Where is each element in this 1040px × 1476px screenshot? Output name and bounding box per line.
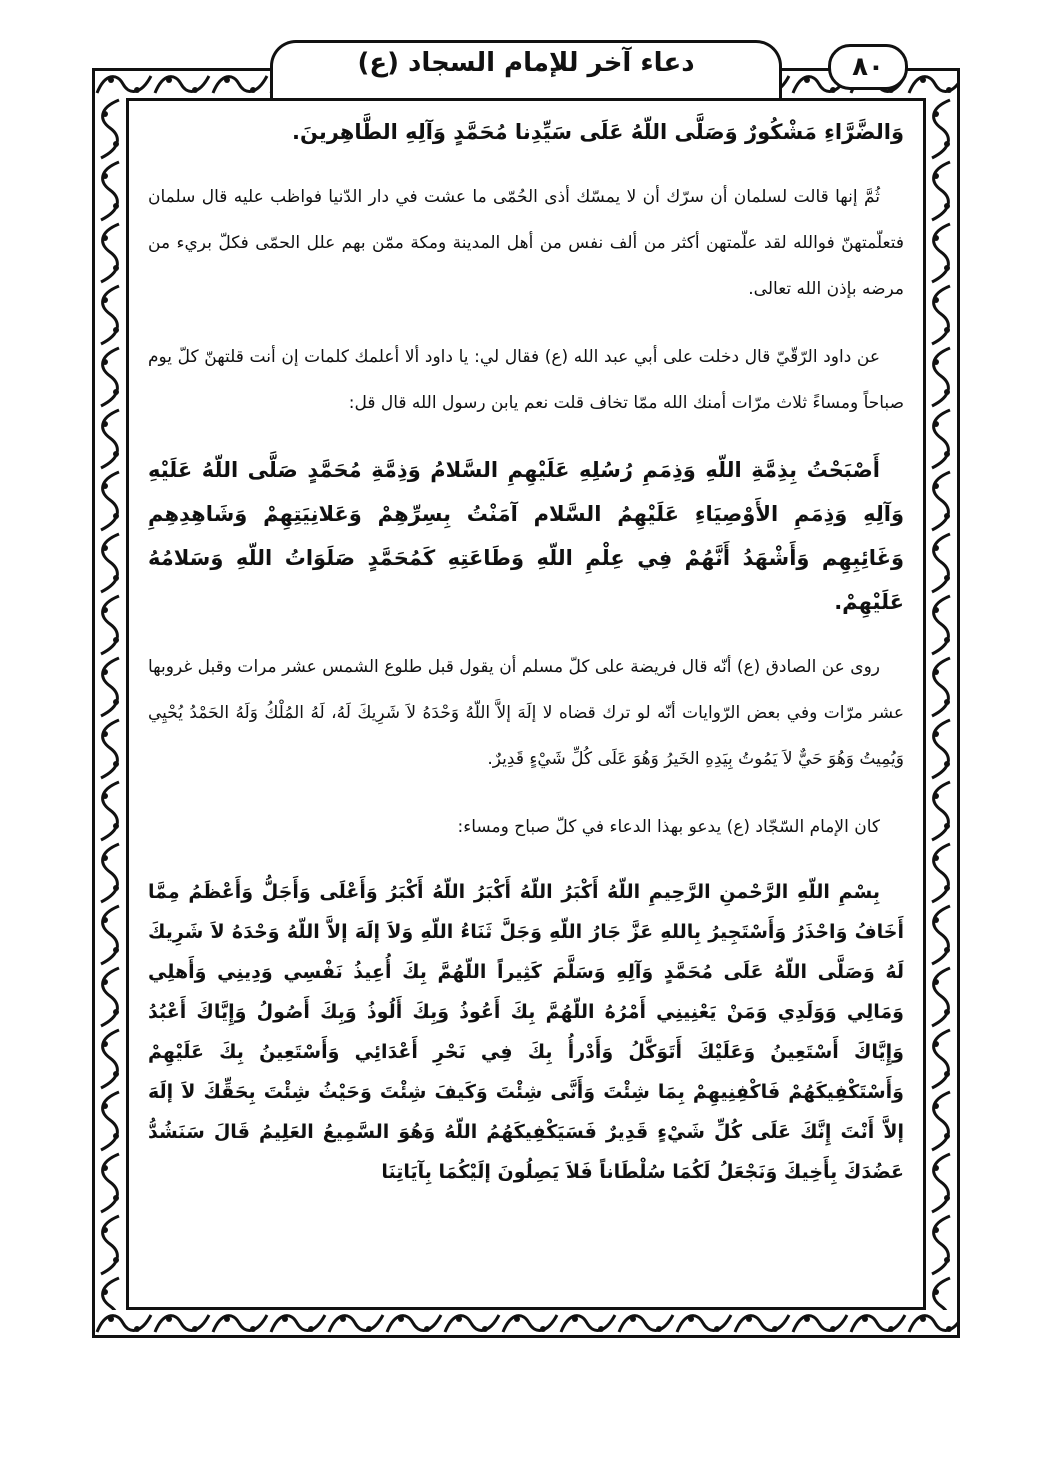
running-header xyxy=(270,40,782,98)
ornament-border-right xyxy=(926,98,957,1310)
narration-paragraph: روى عن الصادق (ع) أنّه قال فريضة على كلّ مسلم أن يقول قبل طلوع الشمس عشر مرات وقبل غروبها عشر مرّات وفي بعض الرّوايات أنّه لو ترك قضاه لا إلَهَ إلاَّ اللّهُ وَحْدَهُ لاَ شَرِيكَ لَهُ، لَهُ المُلْكُ وَلَهُ الحَمْدُ يُحْيِي وَيُمِيتُ وَهُوَ حَيٌّ لاَ يَمُوتُ بِيَدِهِ الخَيرُ وَهُوَ عَلَى كُلِّ شَيْءٍ قَدِيرٌ. xyxy=(148,657,904,769)
supplication-paragraph: وَالضَّرَّاءِ مَشْكُورٌ وَصَلَّى اللّهُ عَلَى سَيِّدِنا مُحَمَّدٍ وَآلِهِ الطَّاهِرينَ. xyxy=(291,120,904,144)
supplication-paragraph: بِسْمِ اللّهِ الرَّحْمنِ الرَّحِيمِ اللّهُ أَكْبَرُ اللّهُ أَكْبَرُ اللّهُ أَكْبَرُ وَأَعْلَى وَأَجَلُّ وَأَعْظَمُ مِمَّا أَخَافُ وَاحْذَرُ وَأَسْتَجِيرُ بِاللهِ عَزَّ جَارُ اللّهِ وَجَلَّ ثَنَاءُ اللّهِ وَلاَ إلَهَ إلاَّ اللّهُ وَحْدَهُ لاَ شَرِيكَ لَهُ وَصَلَّى اللّهُ عَلَى مُحَمَّدٍ وَآلِهِ وَسَلَّمَ كَثِيراً اللّهُمَّ بِكَ أُعِيذُ نَفْسِي وَدِينِي وَأَهلِي وَمَالِي وَوَلَدِي وَمَنْ يَعْنِينِي أَمْرُهُ اللّهُمَّ بِكَ أَعُوذُ وَبِكَ أَلُوذُ وَبِكَ أَصُولُ وَإِيَّاكَ أَعْبُدُ وَإِيَّاكَ أَسْتَعِينُ وَعَلَيْكَ أَتَوَكَّلُ وَأَدْرأُ بِكَ فِي نَحْرِ أَعْدَائِي وَأَسْتَعِينُ بِكَ عَلَيْهِمْ وَأَسْتَكْفِيكَهُمْ فَاكْفِنِيهِمْ بِمَا شِئْتَ وَأَنَّى شِئْتَ وَكَيفَ شِئْتَ وَحَيْثُ شِئْتَ بِحَقِّكَ لاَ إلَهَ إلاَّ أَنْتَ إِنَّكَ عَلَى كُلِّ شَيْءٍ قَدِيرٌ فَسَيَكْفِيكَهُمُ اللّهُ وَهُوَ السَّمِيعُ العَلِيمُ قَالَ سَنَشُدُّ عَضُدَكَ بِأَخِيكَ وَنَجْعَلُ لَكُمَا سُلْطَاناً فَلاَ يَصِلُونَ إلَيْكُمَا بِآيَاتِنَا xyxy=(148,881,904,1183)
ornament-border-left xyxy=(95,98,126,1310)
page-number: ٨٠ xyxy=(852,52,884,82)
narration-paragraph: عن داود الرّقّيّ قال دخلت على أبي عبد الله (ع) فقال لي: يا داود ألا أعلمك كلمات إن أنت قلتهنّ كلّ يوم صباحاً ومساءً ثلاث مرّات أمنك الله ممّا تخاف قلت نعم يابن رسول الله قال قل: xyxy=(148,347,904,413)
page-content xyxy=(148,110,904,1300)
narration-paragraph: كان الإمام السّجّاد (ع) يدعو بهذا الدعاء في كلّ صباح ومساء: xyxy=(457,817,880,837)
header-title: دعاء آخر للإمام السجاد (ع) xyxy=(357,48,695,78)
ornament-border-bottom xyxy=(95,1310,957,1335)
supplication-paragraph: أَصْبَحْتُ بِذِمَّةِ اللّهِ وَذِمَمِ رُسُلِهِ عَلَيْهِمِ السَّلامُ وَذِمَّةِ مُحَمَّدٍ صَلَّى اللّهُ عَلَيْهِ وَآلِهِ وَذِمَمِ الأَوْصِيَاءِ عَلَيْهِمُ السَّلام آمَنْتُ بِسِرِّهِمْ وَعَلانِيَتِهِمْ وَشَاهِدِهِمِ وَغَائِبِهِم وَأَشْهَدُ أَنَّهُمْ فِي عِلْمِ اللّهِ وَطَاعَتِهِ كَمُحَمَّدٍ صَلَوَاتُ اللّهِ وَسَلامُهُ عَلَيْهِمْ. xyxy=(148,458,904,614)
page-number-badge xyxy=(828,44,908,90)
narration-paragraph: ثُمَّ إنها قالت لسلمان أن سرّك أن لا يمسّك أذى الحُمّى ما عشت في دار الدّنيا فواظب عليه قال سلمان فتعلّمتهنّ فوالله لقد علّمتهن أكثر من ألف نفس من أهل المدينة ومكة ممّن بهم علل الحمّى فكلّ بريء من مرضه بإذن الله تعالى. xyxy=(148,187,904,299)
